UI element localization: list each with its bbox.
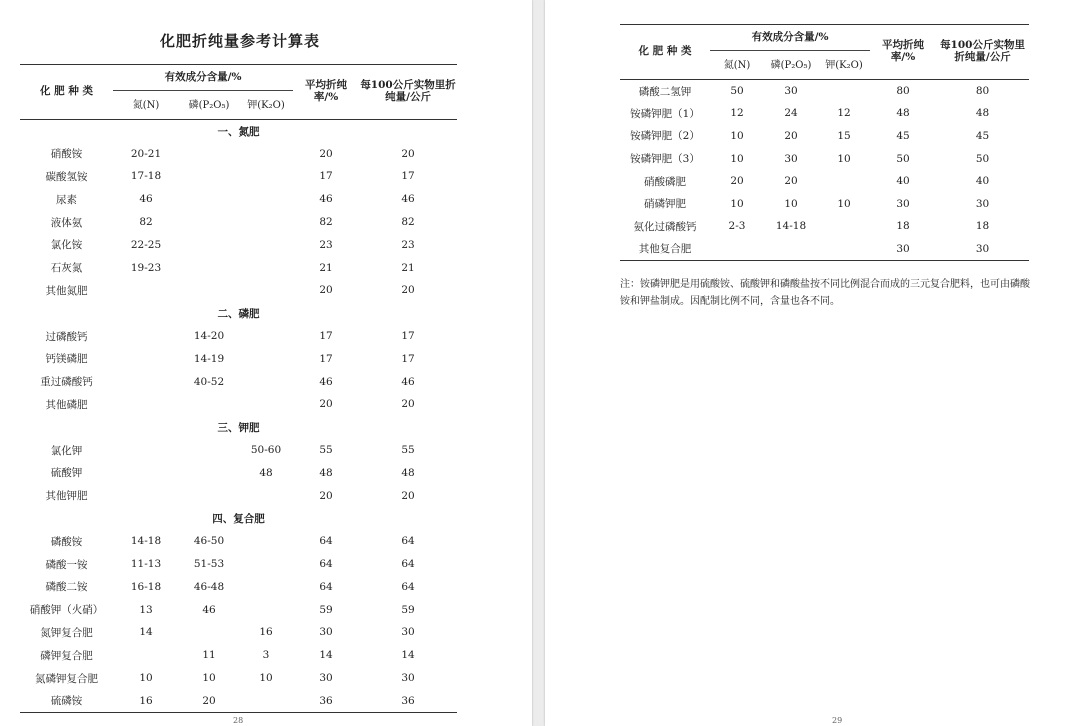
rate-cell: 50 xyxy=(896,152,910,165)
rate-cell: 20 xyxy=(319,284,333,297)
fertilizer-name: 硝酸磷肥 xyxy=(644,175,686,188)
per100-cell: 36 xyxy=(401,694,415,707)
fertilizer-name: 其他钾肥 xyxy=(45,490,88,503)
rate-cell: 17 xyxy=(319,170,333,183)
table-body-left xyxy=(20,120,457,713)
potassium-cell xyxy=(818,80,870,103)
potassium-cell: 10 xyxy=(837,152,851,165)
table-row xyxy=(20,233,457,256)
phosphorus-cell: 51-53 xyxy=(193,558,225,571)
rate-cell: 46 xyxy=(319,375,333,388)
phosphorus-cell xyxy=(179,621,239,644)
potassium-cell: 15 xyxy=(837,129,851,142)
fertilizer-name: 磷酸铵 xyxy=(50,535,83,548)
potassium-cell: 16 xyxy=(259,626,273,639)
nitrogen-cell: 10 xyxy=(730,152,744,165)
nitrogen-cell: 11-13 xyxy=(130,558,162,571)
potassium-cell: 3 xyxy=(262,649,270,662)
fertilizer-name: 其他氮肥 xyxy=(45,284,88,297)
potassium-cell: 10 xyxy=(837,197,851,210)
potassium-cell xyxy=(818,215,870,238)
table-row xyxy=(620,125,1029,148)
header-content-group: 有效成分含量/% xyxy=(113,65,293,91)
table-body-right xyxy=(620,80,1029,261)
phosphorus-cell xyxy=(179,165,239,188)
fertilizer-name: 铵磷钾肥（3） xyxy=(630,153,700,166)
rate-cell: 14 xyxy=(319,649,333,662)
nitrogen-cell xyxy=(113,325,179,348)
nitrogen-cell xyxy=(113,370,179,393)
per100-cell: 14 xyxy=(401,649,415,662)
potassium-cell xyxy=(818,238,870,261)
potassium-cell xyxy=(239,233,293,256)
document-page-right xyxy=(545,0,1080,726)
per100-cell: 50 xyxy=(975,152,990,165)
table-row xyxy=(20,279,457,302)
page-number: 29 xyxy=(832,716,843,725)
per100-cell: 30 xyxy=(975,242,990,255)
phosphorus-cell: 46-50 xyxy=(193,535,225,548)
rate-cell: 64 xyxy=(319,558,333,571)
rate-cell: 20 xyxy=(319,398,333,411)
nitrogen-cell: 22-25 xyxy=(130,238,162,251)
fertilizer-name: 尿素 xyxy=(56,193,77,206)
nitrogen-cell: 16-18 xyxy=(130,580,162,593)
nitrogen-cell xyxy=(113,439,179,462)
potassium-cell xyxy=(818,170,870,193)
fertilizer-name: 其他复合肥 xyxy=(638,243,692,256)
table-row xyxy=(620,170,1029,193)
nitrogen-cell: 2-3 xyxy=(728,220,746,233)
fertilizer-name: 硫酸钾 xyxy=(50,467,83,480)
header-phosphorus: 磷(P₂O₅) xyxy=(188,99,230,111)
table-row xyxy=(20,553,457,576)
table-row xyxy=(20,256,457,279)
per100-cell: 20 xyxy=(401,489,415,502)
document-page-left xyxy=(0,0,532,726)
nitrogen-cell: 46 xyxy=(139,193,153,206)
phosphorus-cell xyxy=(764,238,818,261)
header-nitrogen: 氮(N) xyxy=(723,59,751,71)
nitrogen-cell xyxy=(113,461,179,484)
potassium-cell xyxy=(239,575,293,598)
potassium-cell xyxy=(239,165,293,188)
phosphorus-cell xyxy=(179,188,239,211)
fertilizer-name: 钙镁磷肥 xyxy=(45,353,88,366)
per100-cell: 17 xyxy=(401,170,415,183)
rate-cell: 82 xyxy=(319,216,333,229)
nitrogen-cell: 17-18 xyxy=(130,170,162,183)
nitrogen-cell: 50 xyxy=(730,85,744,98)
per100-cell: 30 xyxy=(975,197,990,210)
table-row xyxy=(20,461,457,484)
table-row xyxy=(20,484,457,507)
per100-cell: 55 xyxy=(401,444,415,457)
nitrogen-cell: 20-21 xyxy=(130,147,162,160)
table-row xyxy=(20,621,457,644)
potassium-cell: 12 xyxy=(837,107,851,120)
table-row xyxy=(620,215,1029,238)
fertilizer-name: 液体氨 xyxy=(50,216,83,229)
section-heading: 四、复合肥 xyxy=(212,512,265,525)
per100-cell: 30 xyxy=(401,672,415,685)
header-avg-rate: 平均折纯率/% xyxy=(305,79,348,103)
fertilizer-name: 氯化钾 xyxy=(50,444,83,457)
nitrogen-cell xyxy=(113,484,179,507)
per100-cell: 48 xyxy=(975,107,990,120)
potassium-cell xyxy=(239,347,293,370)
rate-cell: 48 xyxy=(319,466,333,479)
table-row xyxy=(20,393,457,416)
nitrogen-cell: 19-23 xyxy=(130,261,162,274)
fertilizer-name: 磷钾复合肥 xyxy=(40,649,93,662)
nitrogen-cell xyxy=(710,238,764,261)
table-row xyxy=(20,370,457,393)
fertilizer-name: 石灰氮 xyxy=(50,262,83,275)
per100-cell: 20 xyxy=(401,284,415,297)
phosphorus-cell: 46-48 xyxy=(193,580,225,593)
phosphorus-cell xyxy=(179,484,239,507)
fertilizer-name: 铵磷钾肥（2） xyxy=(630,130,700,143)
nitrogen-cell: 14-18 xyxy=(130,535,162,548)
phosphorus-cell xyxy=(179,211,239,234)
per100-cell: 46 xyxy=(401,375,415,388)
table-row xyxy=(620,238,1029,261)
phosphorus-cell: 20 xyxy=(784,175,798,188)
section-row xyxy=(20,120,457,143)
per100-cell: 45 xyxy=(975,129,990,142)
fertilizer-name: 磷酸二铵 xyxy=(45,581,88,594)
section-heading: 三、钾肥 xyxy=(217,421,260,434)
fertilizer-name: 磷酸一铵 xyxy=(45,558,88,571)
per100-cell: 48 xyxy=(401,466,415,479)
phosphorus-cell: 14-20 xyxy=(193,330,225,343)
potassium-cell xyxy=(239,689,293,712)
phosphorus-cell: 14-19 xyxy=(193,352,225,365)
nitrogen-cell: 16 xyxy=(139,694,153,707)
table-row xyxy=(20,188,457,211)
rate-cell: 20 xyxy=(319,489,333,502)
table-row xyxy=(20,325,457,348)
table-row xyxy=(20,644,457,667)
per100-cell: 21 xyxy=(401,261,415,274)
header-content-group: 有效成分含量/% xyxy=(710,25,870,51)
fertilizer-name: 硫磷铵 xyxy=(50,695,83,708)
nitrogen-cell: 12 xyxy=(730,107,744,120)
fertilizer-name: 过磷酸钙 xyxy=(45,330,88,343)
fertilizer-table-right xyxy=(620,24,1029,261)
table-row xyxy=(620,102,1029,125)
fertilizer-name: 碳酸氢铵 xyxy=(45,170,88,183)
table-row xyxy=(20,165,457,188)
rate-cell: 46 xyxy=(319,193,333,206)
phosphorus-cell: 20 xyxy=(202,694,216,707)
table-row xyxy=(20,211,457,234)
table-row xyxy=(20,598,457,621)
phosphorus-cell: 10 xyxy=(202,672,216,685)
rate-cell: 30 xyxy=(319,672,333,685)
phosphorus-cell xyxy=(179,256,239,279)
potassium-cell xyxy=(239,211,293,234)
header-fertilizer-type: 化 肥 种 类 xyxy=(40,85,93,98)
fertilizer-name: 氯化铵 xyxy=(50,239,83,252)
nitrogen-cell xyxy=(113,393,179,416)
phosphorus-cell: 24 xyxy=(784,107,798,120)
potassium-cell xyxy=(239,553,293,576)
per100-cell: 64 xyxy=(401,580,415,593)
rate-cell: 40 xyxy=(896,175,910,188)
per100-cell: 80 xyxy=(975,85,990,98)
nitrogen-cell xyxy=(113,279,179,302)
rate-cell: 64 xyxy=(319,580,333,593)
fertilizer-name: 硝酸钾（火硝） xyxy=(29,604,104,617)
table-row xyxy=(620,147,1029,170)
header-phosphorus: 磷(P₂O₅) xyxy=(770,59,812,71)
fertilizer-name: 铵磷钾肥（1） xyxy=(630,107,700,120)
header-nitrogen: 氮(N) xyxy=(132,99,160,111)
phosphorus-cell xyxy=(179,233,239,256)
table-row xyxy=(20,439,457,462)
per100-cell: 17 xyxy=(401,330,415,343)
phosphorus-cell xyxy=(179,142,239,165)
phosphorus-cell xyxy=(179,279,239,302)
fertilizer-name: 氮磷钾复合肥 xyxy=(35,672,98,685)
rate-cell: 30 xyxy=(896,242,910,255)
per100-cell: 59 xyxy=(401,603,415,616)
per100-cell: 64 xyxy=(401,535,415,548)
rate-cell: 30 xyxy=(319,626,333,639)
rate-cell: 18 xyxy=(896,220,910,233)
potassium-cell xyxy=(239,598,293,621)
potassium-cell xyxy=(239,188,293,211)
table-row xyxy=(20,347,457,370)
phosphorus-cell: 30 xyxy=(784,85,798,98)
per100-cell: 17 xyxy=(401,352,415,365)
rate-cell: 21 xyxy=(319,261,333,274)
phosphorus-cell: 11 xyxy=(202,649,216,662)
phosphorus-cell: 10 xyxy=(784,197,798,210)
section-heading: 二、磷肥 xyxy=(217,307,260,320)
nitrogen-cell: 82 xyxy=(139,216,153,229)
rate-cell: 48 xyxy=(896,107,910,120)
phosphorus-cell xyxy=(179,461,239,484)
section-row xyxy=(20,507,457,530)
per100-cell: 30 xyxy=(401,626,415,639)
per100-cell: 40 xyxy=(975,175,990,188)
rate-cell: 20 xyxy=(319,147,333,160)
header-avg-rate: 平均折纯率/% xyxy=(882,39,925,63)
rate-cell: 23 xyxy=(319,238,333,251)
rate-cell: 80 xyxy=(896,85,910,98)
phosphorus-cell: 46 xyxy=(202,603,216,616)
per100-cell: 46 xyxy=(401,193,415,206)
section-row xyxy=(20,416,457,439)
potassium-cell xyxy=(239,393,293,416)
rate-cell: 30 xyxy=(896,197,910,210)
nitrogen-cell: 10 xyxy=(730,197,744,210)
per100-cell: 82 xyxy=(401,216,415,229)
potassium-cell xyxy=(239,256,293,279)
fertilizer-name: 重过磷酸钙 xyxy=(40,376,93,389)
nitrogen-cell: 14 xyxy=(139,626,153,639)
footnote: 注：铵磷钾肥是用硫酸铵、硫酸钾和磷酸盐按不同比例混合而成的三元复合肥料，也可由磷酸铵和钾盐制成。因配制比例不同，含量也各不同。 xyxy=(620,279,1030,307)
rate-cell: 55 xyxy=(319,444,333,457)
per100-cell: 23 xyxy=(401,238,415,251)
potassium-cell xyxy=(239,530,293,553)
fertilizer-name: 硝酸铵 xyxy=(50,148,83,161)
potassium-cell: 48 xyxy=(259,466,273,479)
rate-cell: 17 xyxy=(319,330,333,343)
potassium-cell: 10 xyxy=(259,672,273,685)
section-row xyxy=(20,302,457,325)
phosphorus-cell: 20 xyxy=(784,129,798,142)
nitrogen-cell: 10 xyxy=(730,129,744,142)
page-number: 28 xyxy=(233,716,244,725)
header-fertilizer-type: 化 肥 种 类 xyxy=(638,45,692,58)
header-per-100kg: 每100公斤实物里折纯量/公斤 xyxy=(940,39,1025,63)
fertilizer-name: 氮钾复合肥 xyxy=(40,626,93,639)
potassium-cell xyxy=(239,142,293,165)
per100-cell: 18 xyxy=(975,220,990,233)
nitrogen-cell: 10 xyxy=(139,672,153,685)
rate-cell: 17 xyxy=(319,352,333,365)
potassium-cell: 50-60 xyxy=(250,444,282,457)
rate-cell: 45 xyxy=(896,129,910,142)
table-row xyxy=(20,142,457,165)
potassium-cell xyxy=(239,279,293,302)
table-row xyxy=(20,530,457,553)
potassium-cell xyxy=(239,370,293,393)
per100-cell: 20 xyxy=(401,147,415,160)
header-per-100kg: 每100公斤实物里折纯量/公斤 xyxy=(360,79,456,103)
rate-cell: 64 xyxy=(319,535,333,548)
page-title: 化肥折纯量参考计算表 xyxy=(159,32,320,50)
phosphorus-cell xyxy=(179,439,239,462)
potassium-cell xyxy=(239,484,293,507)
nitrogen-cell: 20 xyxy=(730,175,744,188)
fertilizer-name: 氨化过磷酸钙 xyxy=(633,220,697,233)
phosphorus-cell: 14-18 xyxy=(775,220,807,233)
rate-cell: 36 xyxy=(319,694,333,707)
header-potassium: 钾(K₂O) xyxy=(825,59,863,71)
fertilizer-name: 磷酸二氢钾 xyxy=(638,85,692,98)
per100-cell: 20 xyxy=(401,398,415,411)
fertilizer-table-left xyxy=(20,64,457,713)
table-row xyxy=(620,80,1029,103)
table-row xyxy=(620,192,1029,215)
fertilizer-name: 其他磷肥 xyxy=(45,398,88,411)
table-row xyxy=(20,575,457,598)
nitrogen-cell xyxy=(113,347,179,370)
section-heading: 一、氮肥 xyxy=(217,125,260,138)
nitrogen-cell: 13 xyxy=(139,603,153,616)
per100-cell: 64 xyxy=(401,558,415,571)
rate-cell: 59 xyxy=(319,603,333,616)
table-row xyxy=(20,667,457,690)
potassium-cell xyxy=(239,325,293,348)
phosphorus-cell: 40-52 xyxy=(193,375,225,388)
table-row xyxy=(20,689,457,712)
header-potassium: 钾(K₂O) xyxy=(247,99,285,111)
fertilizer-name: 硝磷钾肥 xyxy=(644,198,686,211)
phosphorus-cell: 30 xyxy=(784,152,798,165)
nitrogen-cell xyxy=(113,644,179,667)
phosphorus-cell xyxy=(179,393,239,416)
